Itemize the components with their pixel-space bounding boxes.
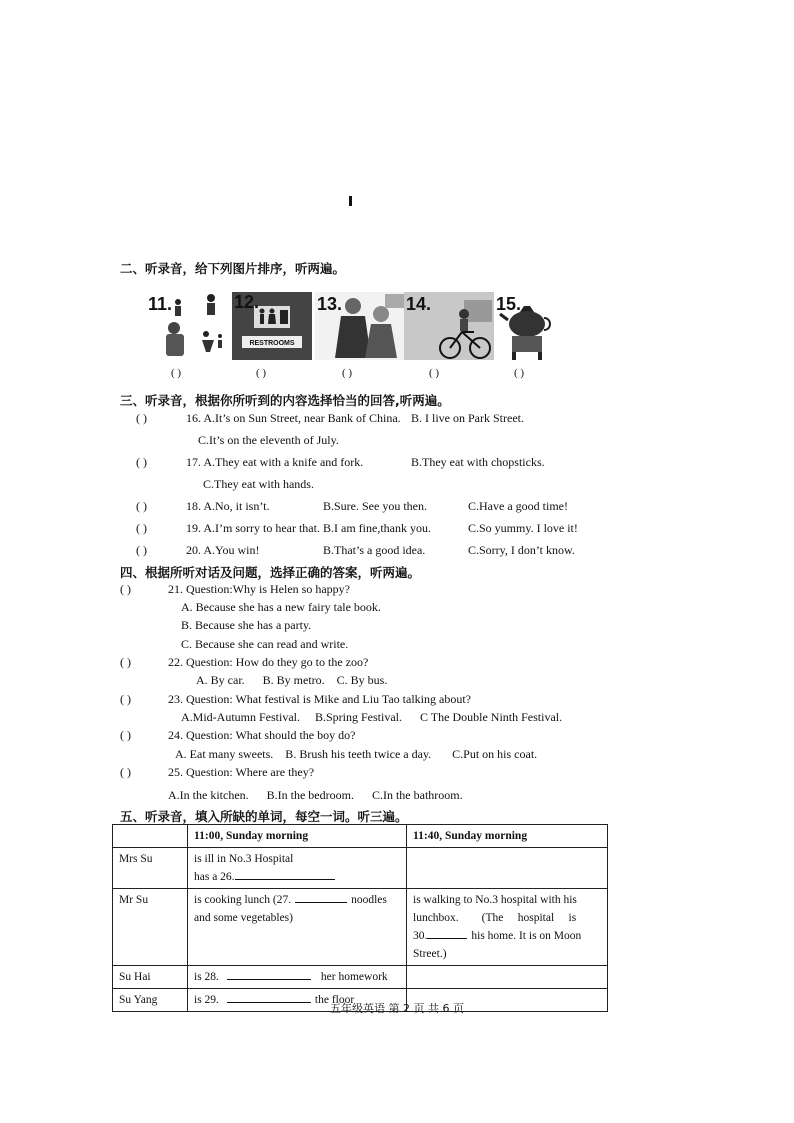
row-name: Su Yang <box>113 989 188 1012</box>
q16-option-a: 16. A.It’s on Sun Street, near Bank of China. <box>186 411 401 425</box>
q19-option-a: 19. A.I’m sorry to hear that. <box>186 521 320 535</box>
table-header-cell <box>113 825 188 848</box>
row-name: Mr Su <box>113 889 188 966</box>
answer-bracket-15[interactable]: ( ) <box>514 367 525 379</box>
table-cell <box>188 966 407 989</box>
table-row <box>113 966 608 989</box>
answer-bracket-17[interactable]: ( ) <box>136 455 147 469</box>
picture-number: 12. <box>234 292 260 312</box>
q24-options: A. Eat many sweets. B. Brush his teeth twice a day. C.Put on his coat. <box>175 747 538 761</box>
q23-question: 23. Question: What festival is Mike and Liu Tao talking about? <box>168 692 471 706</box>
section5-title: 五、听录音，填入所缺的单词，每空一词。听三遍。 <box>120 809 408 824</box>
section2-title: 二、听录音，给下列图片排序，听两遍。 <box>120 261 346 276</box>
cell-text: and some vegetables) <box>194 912 293 924</box>
blank-number: 30. <box>413 930 428 942</box>
table-cell <box>407 966 608 989</box>
q21-option-b: B. Because she has a party. <box>181 618 312 632</box>
blank-27[interactable] <box>295 902 347 903</box>
table-header-row <box>113 825 608 848</box>
sign-text: RESTROOMS <box>249 340 295 347</box>
picture-14 <box>404 292 494 360</box>
q23-options: A.Mid-Autumn Festival. B.Spring Festival. C The Double Ninth Festival. <box>181 710 563 724</box>
answer-bracket-24[interactable]: ( ) <box>120 728 131 742</box>
q18-option-b: B.Sure. See you then. <box>323 499 427 513</box>
table-header-cell: 11:00, Sunday morning <box>188 825 407 848</box>
answer-bracket-14[interactable]: ( ) <box>429 367 440 379</box>
answer-bracket-16[interactable]: ( ) <box>136 411 147 425</box>
q16-option-c: C.It’s on the eleventh of July. <box>198 433 339 447</box>
picture-11 <box>146 292 228 360</box>
blank-30[interactable] <box>427 938 467 939</box>
q25-question: 25. Question: Where are they? <box>168 765 315 779</box>
row-name: Su Hai <box>113 966 188 989</box>
table-cell <box>407 889 608 966</box>
q17-option-b: B.They eat with chopsticks. <box>411 455 545 469</box>
picture-12 <box>232 292 312 360</box>
q18-option-a: 18. A.No, it isn’t. <box>186 499 270 513</box>
picture-number: 13. <box>317 294 343 314</box>
picture-number: 11. <box>148 294 173 314</box>
q20-option-b: B.That’s a good idea. <box>323 543 426 557</box>
answer-bracket-19[interactable]: ( ) <box>136 521 147 535</box>
answer-bracket-18[interactable]: ( ) <box>136 499 147 513</box>
q25-options: A.In the kitchen. B.In the bedroom. C.In the bathroom. <box>168 788 463 802</box>
table-cell <box>188 889 407 966</box>
section3-title: 三、听录音，根据你所听到的内容选择恰当的回答,听两遍。 <box>120 393 450 408</box>
answer-bracket-20[interactable]: ( ) <box>136 543 147 557</box>
blank-number: is cooking lunch (27. <box>194 894 292 906</box>
picture-number: 14. <box>406 294 432 314</box>
table-cell <box>407 848 608 889</box>
page-footer: 五年级英语 第 2 页 共 6 页 <box>330 1002 464 1015</box>
blank-number: is 28. <box>194 971 219 983</box>
q17-option-c: C.They eat with hands. <box>203 477 314 491</box>
picture-13 <box>315 292 405 360</box>
answer-bracket-23[interactable]: ( ) <box>120 692 131 706</box>
cell-text: noodles <box>351 894 387 906</box>
cell-text: his home. It is on Moon <box>471 930 582 942</box>
q18-option-c: C.Have a good time! <box>468 499 568 513</box>
cell-text: the floor <box>314 994 355 1006</box>
cell-text: is ill in No.3 Hospital <box>194 853 294 865</box>
answer-bracket-12[interactable]: ( ) <box>256 367 267 379</box>
q21-option-a: A. Because she has a new fairy tale book. <box>181 600 381 614</box>
fill-in-table <box>112 824 608 1012</box>
picture-15 <box>494 292 554 360</box>
scan-mark <box>349 196 352 206</box>
q16-option-b: B. I live on Park Street. <box>411 411 524 425</box>
q24-question: 24. Question: What should the boy do? <box>168 728 356 742</box>
q22-question: 22. Question: How do they go to the zoo? <box>168 655 369 669</box>
answer-bracket-21[interactable]: ( ) <box>120 582 131 596</box>
answer-bracket-25[interactable]: ( ) <box>120 765 131 779</box>
table-row <box>113 889 608 966</box>
blank-number: is 29. <box>194 994 219 1006</box>
q17-option-a: 17. A.They eat with a knife and fork. <box>186 455 364 469</box>
answer-bracket-22[interactable]: ( ) <box>120 655 131 669</box>
answer-bracket-13[interactable]: ( ) <box>342 367 353 379</box>
picture-number: 15. <box>496 294 522 314</box>
q21-question: 21. Question:Why is Helen so happy? <box>168 582 350 596</box>
section4-title: 四、根据所听对话及问题，选择正确的答案，听两遍。 <box>120 565 421 580</box>
cell-text: her homework <box>320 971 388 983</box>
q20-option-c: C.Sorry, I don’t know. <box>468 543 575 557</box>
table-cell <box>188 848 407 889</box>
q19-option-c: C.So yummy. I love it! <box>468 521 578 535</box>
q20-option-a: 20. A.You win! <box>186 543 260 557</box>
cell-text: lunchbox. (The hospital is <box>413 912 577 924</box>
table-header-cell: 11:40, Sunday morning <box>407 825 608 848</box>
blank-number: has a 26. <box>194 871 235 883</box>
answer-bracket-11[interactable]: ( ) <box>171 367 182 379</box>
blank-28[interactable] <box>227 979 311 980</box>
q19-option-b: B.I am fine,thank you. <box>323 521 431 535</box>
blank-26[interactable] <box>235 879 335 880</box>
row-name: Mrs Su <box>113 848 188 889</box>
q21-option-c: C. Because she can read and write. <box>181 637 349 651</box>
cell-text: Street.) <box>413 948 447 960</box>
q22-options: A. By car. B. By metro. C. By bus. <box>196 673 388 687</box>
table-row <box>113 848 608 889</box>
cell-text: is walking to No.3 hospital with his <box>413 894 577 906</box>
